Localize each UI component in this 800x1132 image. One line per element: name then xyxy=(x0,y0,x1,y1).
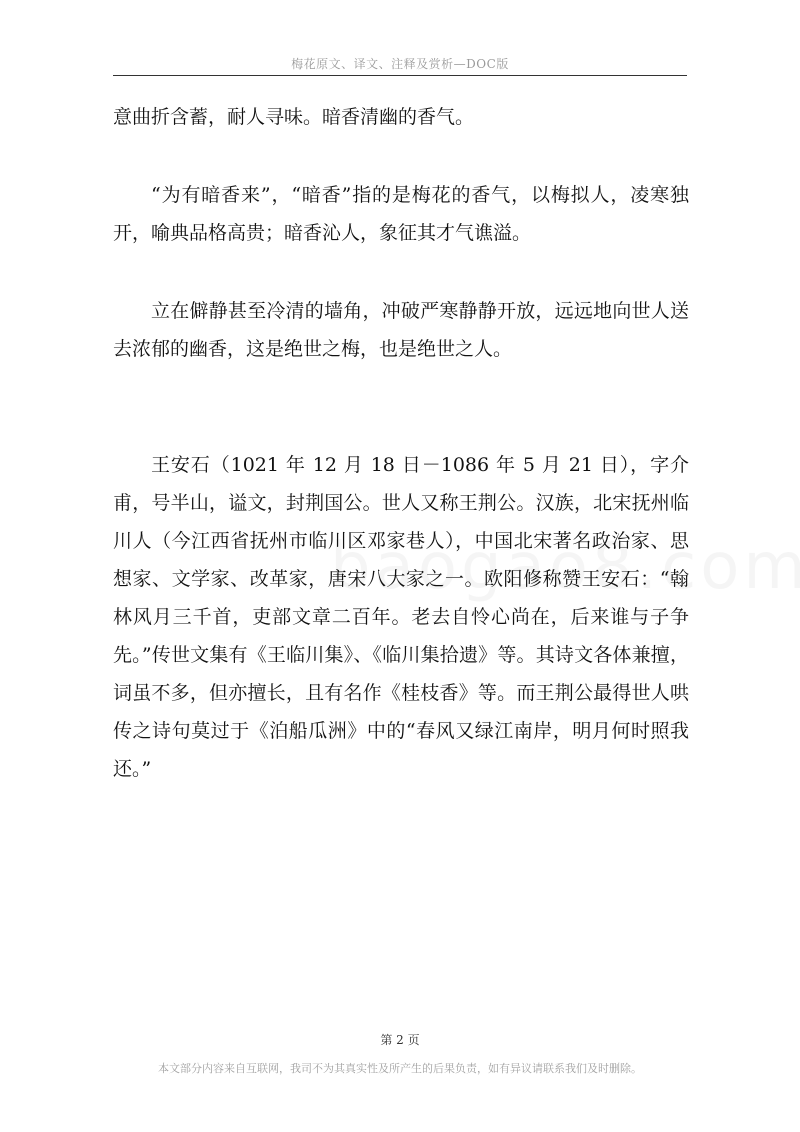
document-body xyxy=(113,98,689,788)
paragraph-3: 立在僻静甚至冷清的墙角，冲破严寒静静开放，远远地向世人送去浓郁的幽香，这是绝世之梅，也是绝世之人。 xyxy=(113,300,689,360)
footer-disclaimer: 本文部分内容来自互联网，我司不为其真实性及所产生的后果负责，如有异议请联系我们及时删除。 xyxy=(158,1062,642,1075)
header-divider xyxy=(113,75,687,76)
document-header-title: 梅花原文、译文、注释及赏析—DOC版 xyxy=(291,57,509,71)
paragraph-4: 王安石（1021 年 12 月 18 日－1086 年 5 月 21 日），字介甫，号半山，谥文，封荆国公。世人又称王荆公。汉族，北宋抚州临川人（今江西省抚州市临川区邓家巷人），中国北宋著名政治家、思想家、文学家、改革家，唐宋八大家之一。欧阳修称赞王安石：“翰林风月三千首，吏部文章二百年。老去自怜心尚在，后来谁与子争先。”传世文集有《王临川集》、《临川集拾遗》等。其诗文各体兼擅，词虽不多，但亦擅长，且有名作《桂枝香》等。而王荆公最得世人哄传之诗句莫过于《泊船瓜洲》中的“春风又绿江南岸，明月何时照我还。” xyxy=(113,454,689,780)
paragraph-2: “为有暗香来”，“暗香”指的是梅花的香气，以梅拟人，凌寒独开，喻典品格高贵；暗香沁人，象征其才气谯溢。 xyxy=(113,184,689,244)
page-number: 第 2 页 xyxy=(380,1033,420,1047)
paragraph-1: 意曲折含蓄，耐人寻味。暗香清幽的香气。 xyxy=(113,106,475,128)
